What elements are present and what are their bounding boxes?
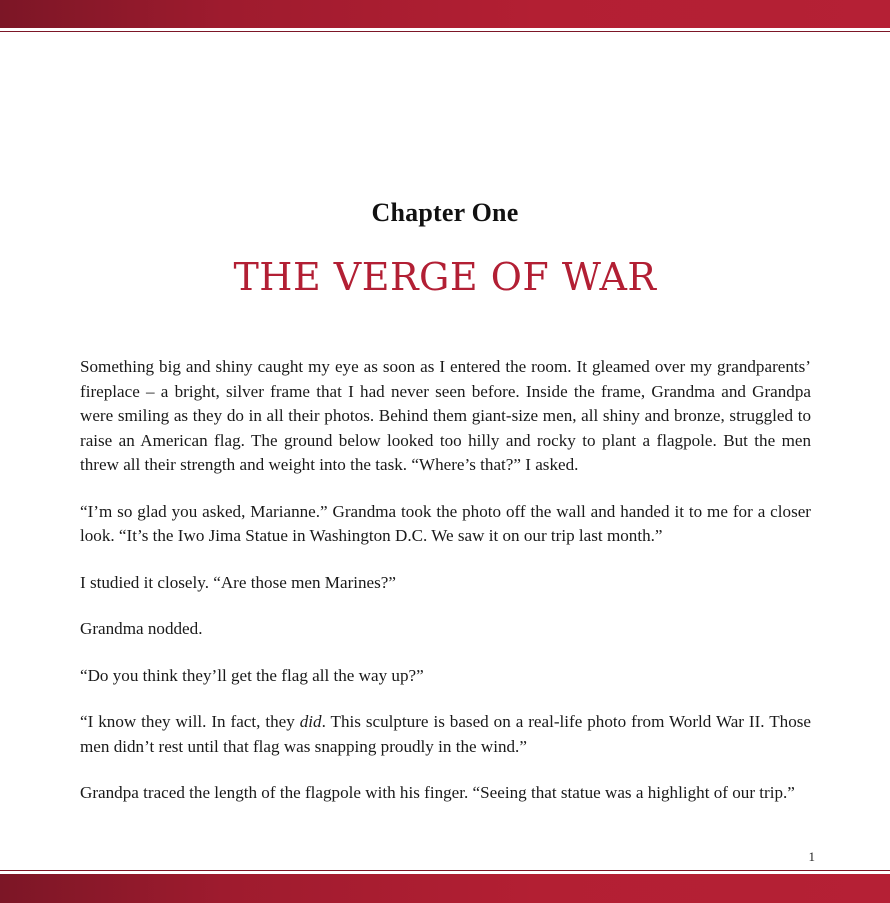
bottom-decorative-band [0, 874, 890, 903]
paragraph: Something big and shiny caught my eye as soon as I entered the room. It gleamed over my grandparents’ fireplace – a bright, silver frame that I had never seen before. Inside the frame, Grandma and Grandpa were smiling as they do in all their photos. Behind them giant-size men, all shiny and bronze, struggled to raise an American flag. The ground below looked too hilly and rocky to plant a flagpole. But the men threw all their strength and weight into the task. “Where’s that?” I asked. [80, 357, 811, 474]
bottom-rule [0, 870, 890, 871]
paragraph: “I’m so glad you asked, Marianne.” Grandma took the photo off the wall and handed it to me for a closer look. “It’s the Iwo Jima Statue in Washington D.C. We saw it on our trip last month.” [80, 501, 811, 545]
paragraph [80, 710, 811, 759]
paragraph: I studied it closely. “Are those men Marines?” [80, 572, 396, 592]
paragraph-text: . This sculpture is based on a real-life photo from World War II. Those men didn’t rest until that flag was snapping proudly in the wind.” [80, 712, 811, 756]
emphasized-word: did [299, 712, 322, 731]
paragraph-text: “I know they will. In fact, they [80, 712, 300, 731]
top-decorative-band [0, 0, 890, 28]
paragraph: Grandma nodded. [80, 619, 203, 638]
chapter-label: Chapter One [371, 198, 519, 227]
chapter-body [80, 355, 811, 828]
top-rule [0, 31, 890, 32]
paragraph: “Do you think they’ll get the flag all the way up?” [80, 665, 424, 685]
chapter-title: THE VERGE OF WAR [233, 255, 657, 299]
paragraph: Grandpa traced the length of the flagpole with his finger. “Seeing that statue was a highlight of our trip.” [80, 783, 795, 802]
page-number: 1 [808, 849, 815, 864]
